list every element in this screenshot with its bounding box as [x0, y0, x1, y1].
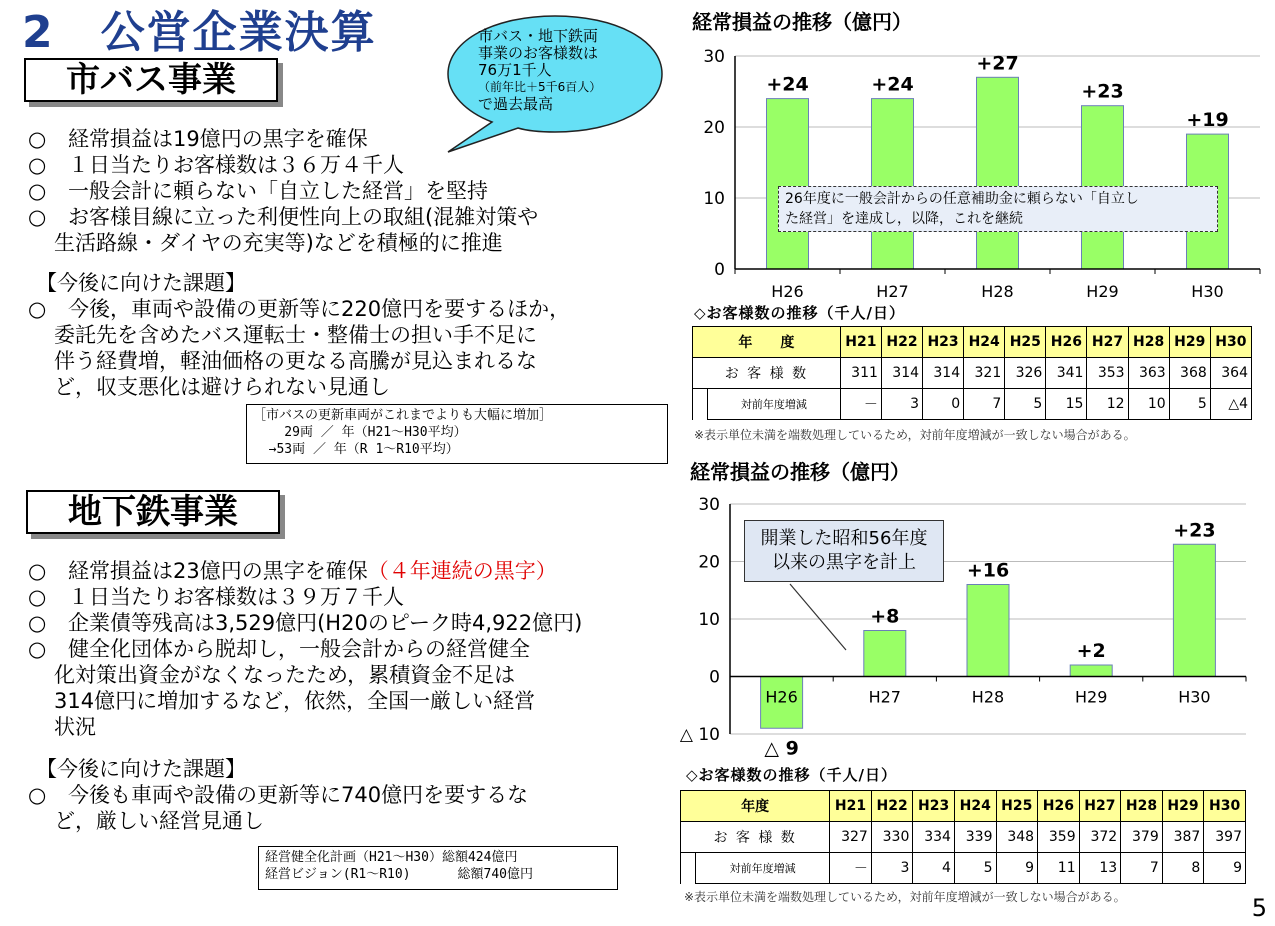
x-tick-label: H29 [1086, 282, 1119, 301]
table-cell: 4 [913, 853, 955, 884]
bar [977, 77, 1019, 269]
bus-annotation-line: 26年度に一般会計からの任意補助金に頼らない「自立し [785, 191, 1139, 207]
bullet-text: 伴う経費増，軽油価格の更なる高騰が見込まれるな [54, 349, 537, 373]
page-number: 5 [1251, 894, 1267, 922]
highlight-text: （４年連続の黒字） [367, 559, 557, 583]
y-tick-label: 10 [698, 610, 720, 630]
subway-annotation-line: 開業した昭和56年度 [760, 528, 928, 549]
y-tick-label: 0 [714, 260, 725, 280]
bus-update-box: ［市バスの更新車両がこれまでよりも大幅に増加］ 29両 ／ 年（H21～H30平均） →53両 ／ 年（R 1～R10平均） [246, 404, 668, 464]
table-cell: 5 [1005, 389, 1046, 420]
data-label: +23 [1173, 519, 1216, 542]
y-tick-label: △ 10 [679, 725, 720, 745]
x-tick-label: H27 [868, 687, 901, 707]
table-cell: 314 [923, 358, 964, 389]
table-row [693, 389, 1252, 420]
table-header-cell: H21 [840, 327, 881, 358]
bus-callout-text [478, 28, 648, 113]
data-label: +23 [1081, 80, 1124, 103]
table-cell: 321 [964, 358, 1005, 389]
table-header-cell: H27 [1079, 791, 1121, 822]
bullet-marker: ○ [28, 637, 47, 661]
table-cell: 10 [1128, 389, 1169, 420]
bullet-marker: ○ [28, 205, 47, 229]
table-cell: 8 [1162, 853, 1204, 884]
table-header-cell: H24 [964, 327, 1005, 358]
table-cell: 387 [1162, 822, 1204, 853]
bullet-item [28, 610, 668, 636]
subway-section-label: 地下鉄事業 [26, 490, 280, 534]
table-row [681, 822, 1246, 853]
table-header-cell: 年度 [681, 791, 830, 822]
table-cell: 348 [996, 822, 1038, 853]
table-spacer-cell [681, 853, 696, 884]
table-header-cell: H23 [923, 327, 964, 358]
bar [864, 631, 906, 677]
bullet-text: 健全化団体から脱却し，一般会計からの経営健全 [68, 637, 530, 661]
bullet-text: 委託先を含めたバス運転士・整備士の担い手不足に [54, 323, 537, 347]
data-label: +24 [766, 73, 809, 96]
bullet-text: 経常損益は23億円の黒字を確保 [68, 559, 368, 583]
data-label: +8 [870, 605, 900, 628]
table-cell: 353 [1087, 358, 1128, 389]
table-cell: 5 [1169, 389, 1210, 420]
table-header-cell: H26 [1046, 327, 1087, 358]
bullet-text: 一般会計に頼らない「自立した経営」を堅持 [68, 179, 488, 203]
table-header-cell: H22 [881, 327, 922, 358]
table-cell: 7 [1121, 853, 1163, 884]
bus-issue [28, 296, 668, 400]
table-cell: 314 [881, 358, 922, 389]
subway-chart-annotation [744, 520, 944, 582]
bus-section-label: 市バス事業 [24, 58, 278, 102]
subway-issue [28, 782, 668, 834]
bullet-marker: ○ [28, 127, 47, 151]
table-header-cell: H28 [1121, 791, 1163, 822]
table-cell: 3 [881, 389, 922, 420]
table-header-cell: H30 [1210, 327, 1251, 358]
callout-line: 市バス・地下鉄両 [478, 27, 599, 45]
x-tick-label: H28 [981, 282, 1014, 301]
table-cell: 364 [1210, 358, 1251, 389]
subway-bullets [28, 558, 668, 740]
table-header-cell: H24 [954, 791, 996, 822]
callout-line: 事業のお客様数は [478, 44, 599, 62]
table-cell: 9 [996, 853, 1038, 884]
bus-table-note: ※表示単位未満を端数処理しているため，対前年度増減が一致しない場合がある。 [694, 428, 1136, 442]
bus-table-title: ◇お客様数の推移（千人/日） [694, 304, 906, 322]
y-tick-label: 30 [703, 47, 725, 67]
x-tick-label: H29 [1075, 687, 1108, 707]
x-tick-label: H30 [1178, 687, 1211, 707]
table-cell: 3 [871, 853, 913, 884]
annotation-leader-line [790, 584, 846, 650]
x-tick-label: H27 [876, 282, 909, 301]
table-header-row [693, 327, 1252, 358]
bullet-text: １日当たりお客様数は３９万７千人 [68, 585, 404, 609]
callout-line: 76万1千人 [478, 61, 552, 79]
bullet-item [28, 636, 668, 740]
data-label: △ 9 [764, 737, 799, 760]
data-label: +16 [966, 559, 1010, 582]
y-tick-label: 20 [703, 118, 725, 138]
bus-issues-heading: 【今後に向けた課題】 [36, 271, 246, 295]
table-header-cell: 年 度 [693, 327, 841, 358]
table-cell: △4 [1210, 389, 1251, 420]
subway-profit-chart [650, 488, 1265, 760]
bus-bullets [28, 126, 668, 256]
data-label: +27 [976, 52, 1019, 75]
bar [1070, 665, 1112, 677]
table-cell: 372 [1079, 822, 1121, 853]
bullet-item [28, 296, 668, 400]
bullet-text: 化対策出資金がなくなったため，累積資金不足は [54, 663, 516, 687]
table-header-cell: H26 [1038, 791, 1080, 822]
table-cell: 9 [1204, 853, 1246, 884]
table-header-cell: H27 [1087, 327, 1128, 358]
bullet-marker: ○ [28, 783, 47, 807]
table-header-cell: H30 [1204, 791, 1246, 822]
callout-line: （前年比＋5千6百人） [478, 80, 602, 94]
bullet-text: 今後，車両や設備の更新等に220億円を要するほか， [68, 297, 571, 321]
bar [767, 99, 809, 269]
subway-plan-box: 経営健全化計画（H21～H30）総額424億円 経営ビジョン(R1～R10) 総額740億円 [258, 846, 618, 890]
bullet-text: ど，厳しい経営見通し [54, 809, 264, 833]
y-tick-label: 10 [703, 189, 725, 209]
bullet-text: １日当たりお客様数は３６万４千人 [68, 153, 404, 177]
table-cell: 339 [954, 822, 996, 853]
table-cell: 359 [1038, 822, 1080, 853]
table-cell: 5 [954, 853, 996, 884]
table-header-cell: H22 [871, 791, 913, 822]
bullet-text: 企業債等残高は3,529億円(H20のピーク時4,922億円) [68, 611, 583, 635]
table-cell: 0 [923, 389, 964, 420]
table-cell: － [840, 389, 881, 420]
table-row [693, 358, 1252, 389]
bullet-item [28, 126, 668, 152]
data-label: +2 [1076, 640, 1106, 662]
bus-annotation-line: た経営」を達成し，以降，これを継続 [785, 211, 1023, 227]
page-title: 2 公営企業決算 [22, 7, 377, 58]
table-cell: 368 [1169, 358, 1210, 389]
bus-ridership-table [692, 326, 1252, 420]
table-cell: 334 [913, 822, 955, 853]
table-cell: 379 [1121, 822, 1163, 853]
bullet-text: お客様目線に立った利便性向上の取組(混雑対策や [68, 205, 539, 229]
subway-issues-heading: 【今後に向けた課題】 [36, 757, 246, 781]
x-tick-label: H26 [765, 687, 798, 707]
bullet-item [28, 558, 668, 584]
bullet-item [28, 178, 668, 204]
bullet-marker: ○ [28, 585, 47, 609]
table-row [681, 853, 1246, 884]
bus-chart-annotation [778, 186, 1218, 232]
bullet-marker: ○ [28, 297, 47, 321]
table-cell: － [830, 853, 872, 884]
table-cell: 11 [1038, 853, 1080, 884]
table-cell: 397 [1204, 822, 1246, 853]
y-tick-label: 0 [709, 667, 720, 688]
bullet-text: ど，収支悪化は避けられない見通し [54, 375, 390, 399]
bar [1173, 544, 1215, 676]
bus-chart-title: 経常損益の推移（億円） [692, 10, 912, 34]
bar [967, 585, 1009, 677]
bullet-text: 経常損益は19億円の黒字を確保 [68, 127, 368, 151]
bullet-marker: ○ [28, 611, 47, 635]
table-cell: 7 [964, 389, 1005, 420]
bullet-text: 今後も車両や設備の更新等に740億円を要するな [68, 783, 529, 807]
table-row-label: 対前年度増減 [708, 389, 841, 420]
bullet-marker: ○ [28, 179, 47, 203]
table-cell: 341 [1046, 358, 1087, 389]
table-row-label: お 客 様 数 [693, 358, 841, 389]
bus-profit-chart [680, 36, 1265, 304]
subway-table-title: ◇お客様数の推移（千人/日） [686, 766, 898, 784]
table-row-label: 対前年度増減 [696, 853, 830, 884]
table-header-cell: H21 [830, 791, 872, 822]
table-header-cell: H28 [1128, 327, 1169, 358]
y-tick-label: 30 [698, 495, 720, 515]
bullet-item [28, 584, 668, 610]
subway-chart-title: 経常損益の推移（億円） [690, 460, 910, 484]
table-row-label: お 客 様 数 [681, 822, 830, 853]
x-tick-label: H26 [771, 282, 804, 301]
bullet-item [28, 152, 668, 178]
table-cell: 326 [1005, 358, 1046, 389]
table-header-cell: H29 [1169, 327, 1210, 358]
bullet-marker: ○ [28, 559, 47, 583]
bullet-text: 状況 [54, 715, 96, 739]
bullet-item [28, 204, 668, 256]
x-tick-label: H28 [971, 687, 1005, 707]
table-header-row [681, 791, 1246, 822]
callout-line: で過去最高 [478, 95, 554, 113]
table-cell: 15 [1046, 389, 1087, 420]
table-cell: 12 [1087, 389, 1128, 420]
bullet-text: 314億円に増加するなど，依然，全国一厳しい経営 [54, 689, 536, 713]
table-header-cell: H29 [1162, 791, 1204, 822]
bullet-item [28, 782, 668, 834]
table-cell: 330 [871, 822, 913, 853]
subway-annotation-line: 以来の黒字を計上 [772, 552, 916, 573]
bullet-marker: ○ [28, 153, 47, 177]
bullet-text: 生活路線・ダイヤの充実等)などを積極的に推進 [54, 231, 503, 255]
x-tick-label: H30 [1191, 282, 1224, 301]
y-tick-label: 20 [698, 552, 720, 573]
table-cell: 311 [840, 358, 881, 389]
table-cell: 13 [1079, 853, 1121, 884]
bar [872, 99, 914, 269]
subway-ridership-table [680, 790, 1246, 884]
table-cell: 327 [830, 822, 872, 853]
table-spacer-cell [693, 389, 708, 420]
table-header-cell: H25 [996, 791, 1038, 822]
subway-table-note: ※表示単位未満を端数処理しているため，対前年度増減が一致しない場合がある。 [684, 890, 1126, 904]
table-cell: 363 [1128, 358, 1169, 389]
table-header-cell: H25 [1005, 327, 1046, 358]
data-label: +24 [871, 73, 914, 96]
data-label: +19 [1186, 109, 1229, 132]
table-header-cell: H23 [913, 791, 955, 822]
